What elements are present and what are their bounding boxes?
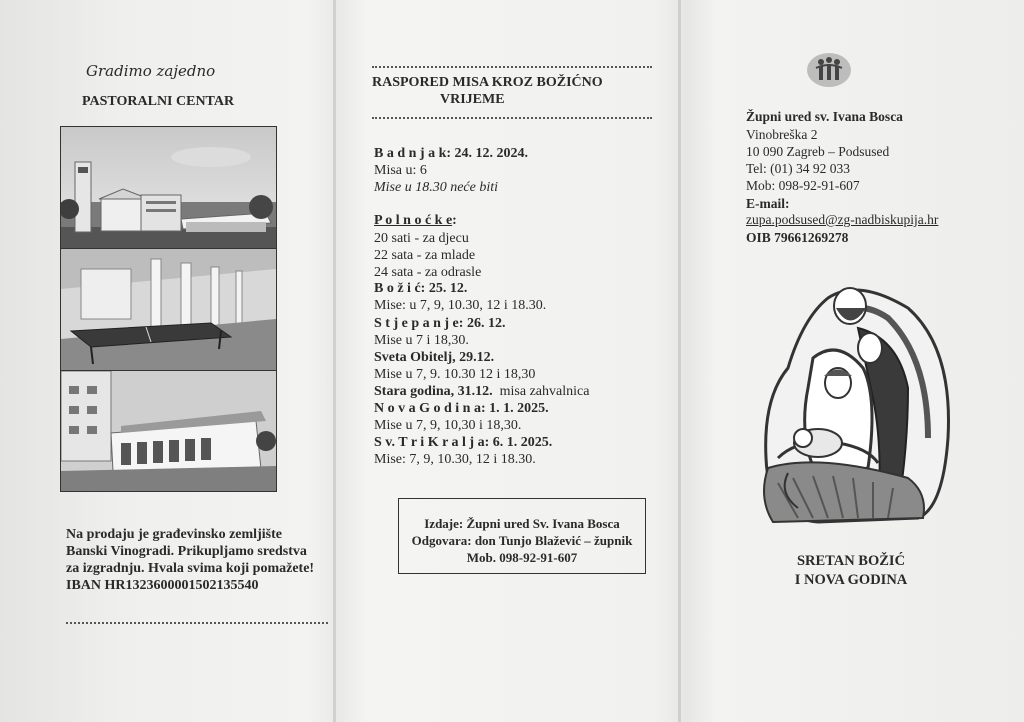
badnjak-date: : 24. 12. 2024. (446, 146, 529, 161)
bozic-masses: Mise: u 7, 9, 10.30, 12 i 18.30. (374, 298, 547, 313)
tri-kralja-heading (374, 435, 552, 451)
nova-godina-date: : 1. 1. 2025. (480, 401, 549, 416)
stjepanje-masses: Mise u 7 i 18,30. (374, 333, 469, 348)
publisher-line: Mob. 098-92-91-607 (466, 550, 578, 565)
nova-godina-label: N o v a G o d i n a (374, 401, 481, 416)
greeting-line: SRETAN BOŽIĆ (796, 553, 906, 569)
badnjak-label: B a d n j a k (374, 146, 447, 161)
stara-godina-label: Stara godina, 31.12. (374, 384, 493, 399)
notice-line: Na prodaju je građevinsko zemljište (66, 527, 282, 542)
land-sale-notice (66, 526, 314, 594)
obitelj-masses: Mise u 7, 9. 10.30 12 i 18,30 (374, 367, 536, 382)
dotted-divider-top (372, 66, 652, 68)
stara-godina-note: misa zahvalnica (499, 384, 590, 399)
tri-kralja-masses: Mise: 7, 9, 10.30, 12 i 18.30. (374, 452, 536, 467)
publisher-line: Izdaje: Župni ured Sv. Ivana Bosca (424, 516, 620, 531)
left-panel (0, 0, 333, 722)
bozic-heading (374, 281, 467, 297)
email-link[interactable]: zupa.podsused@zg-nadbiskupija.hr (746, 212, 939, 227)
notice-line: za izgradnju. Hvala svima koji pomažete! (66, 561, 315, 576)
stjepanje-label: S t j e p a n j e (374, 316, 459, 331)
badnjak-note: Mise u 18.30 neće biti (374, 180, 499, 195)
tri-kralja-label: S v. T r i K r a l j a (374, 435, 485, 450)
bozic-label: B o ž i ć (374, 281, 421, 296)
parish-office-name: Župni ured sv. Ivana Bosca (746, 109, 903, 124)
schedule-title-line: VRIJEME (440, 92, 505, 107)
polnocka-item: 20 sati - za djecu (374, 231, 469, 246)
pastoral-center-title: PASTORALNI CENTAR (82, 94, 235, 109)
bozic-date: : 25. 12. (420, 281, 468, 296)
publisher-line: Odgovara: don Tunjo Blažević – župnik (411, 533, 633, 548)
polnocka-item: 24 sata - za odrasle (374, 265, 482, 280)
photo-sports-hall (60, 370, 277, 492)
address-city: 10 090 Zagreb – Podsused (746, 144, 890, 159)
nova-godina-masses: Mise u 7, 9, 10,30 i 18,30. (374, 418, 522, 433)
christmas-greeting (781, 552, 921, 590)
polnocke-heading (374, 213, 457, 229)
publisher-box (398, 498, 646, 574)
email-label: E-mail: (746, 196, 790, 211)
schedule-title-line: RASPORED MISA KROZ BOŽIĆNO (372, 75, 603, 90)
polnocke-label: P o l n o ć k e (374, 213, 453, 228)
stjepanje-heading (374, 316, 505, 332)
dotted-divider (66, 622, 328, 624)
stara-godina-row (374, 384, 589, 400)
stjepanje-date: : 26. 12. (458, 316, 506, 331)
telephone: Tel: (01) 34 92 033 (746, 161, 851, 176)
polnocke-colon: : (452, 213, 457, 228)
photo-center-exterior (60, 126, 277, 250)
holy-family-illustration (758, 278, 958, 524)
nova-godina-heading (374, 401, 549, 417)
obitelj-heading: Sveta Obitelj, 29.12. (374, 350, 495, 365)
photo-interior-table-tennis (60, 248, 277, 372)
iban-number: IBAN HR1323600001502135540 (66, 578, 259, 593)
slogan: Gradimo zajedno (86, 62, 216, 80)
badnjak-heading (374, 146, 528, 162)
schedule-title (372, 74, 603, 108)
greeting-line: I NOVA GODINA (794, 572, 908, 588)
oib-number: OIB 79661269278 (746, 230, 849, 245)
mobile: Mob: 098-92-91-607 (746, 178, 860, 193)
tri-kralja-date: : 6. 1. 2025. (484, 435, 553, 450)
badnjak-mass: Misa u: 6 (374, 163, 427, 178)
polnocka-item: 22 sata - za mlade (374, 248, 476, 263)
dotted-divider-bottom (372, 117, 652, 119)
salesian-logo-icon (806, 52, 852, 88)
notice-line: Banski Vinogradi. Prikupljamo sredstva (66, 544, 307, 559)
address-street: Vinobreška 2 (746, 127, 818, 142)
